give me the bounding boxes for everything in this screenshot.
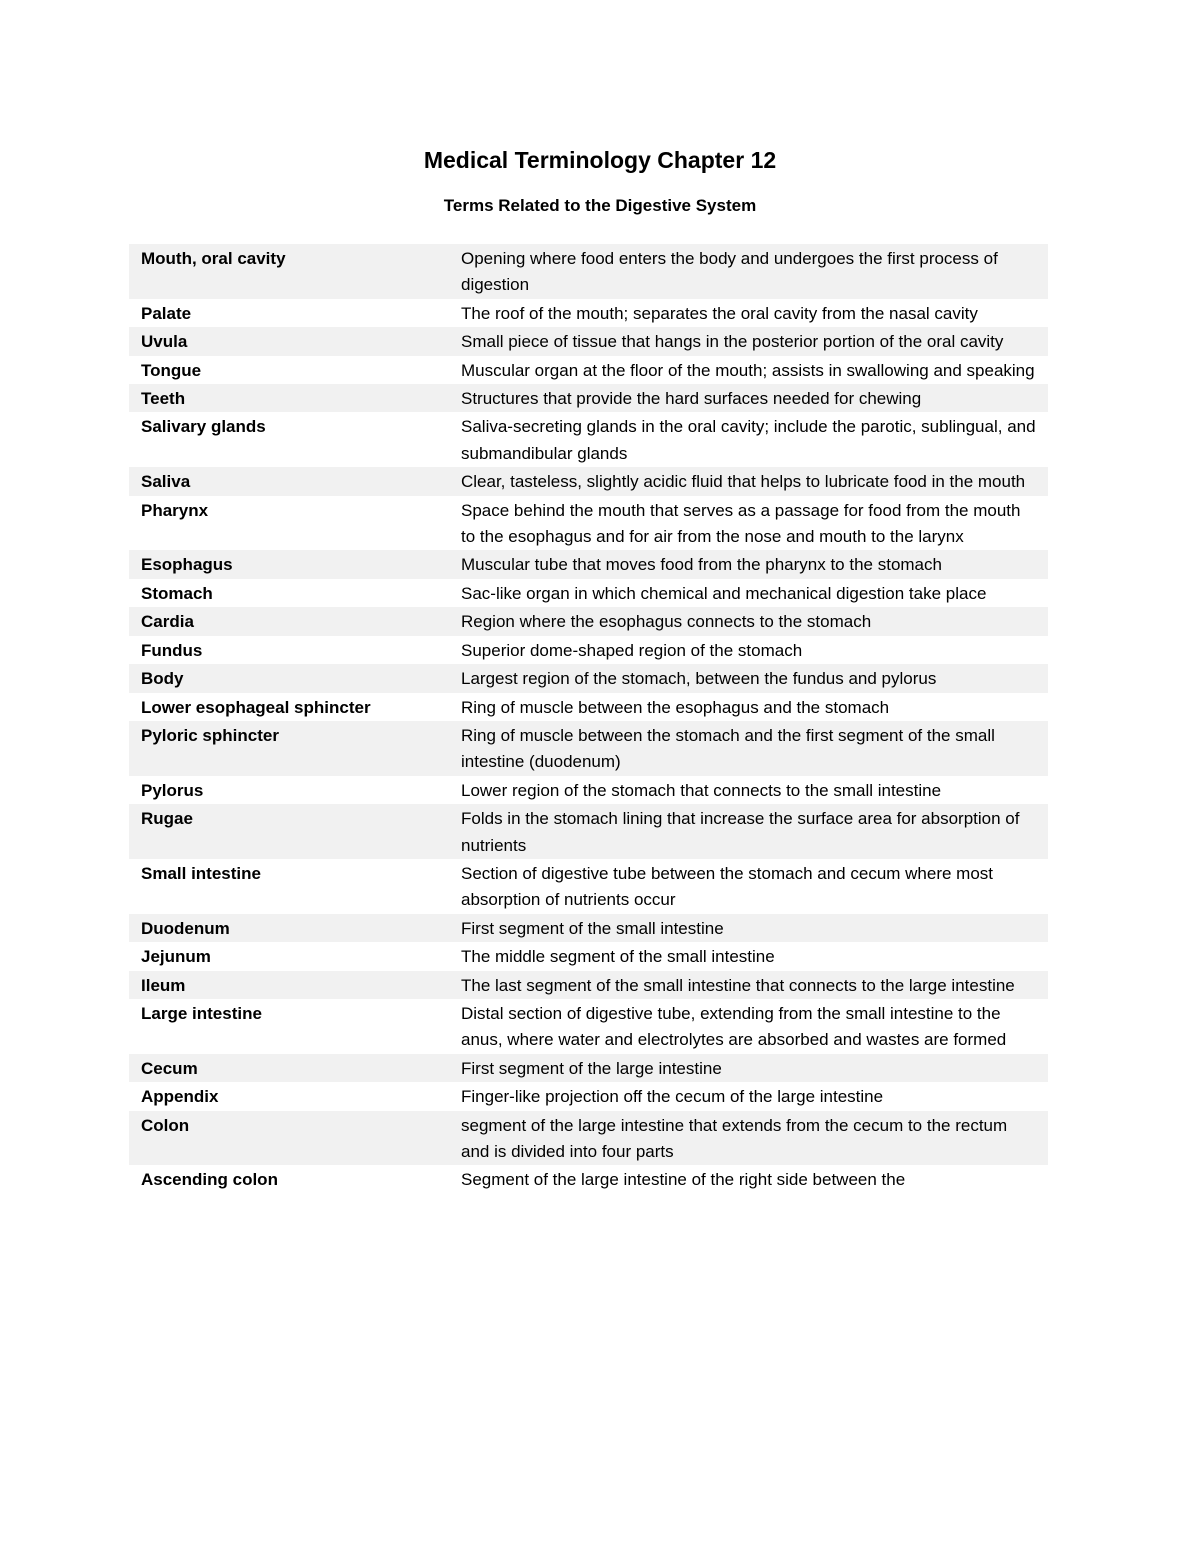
definition-cell: Saliva-secreting glands in the oral cavity; include the parotic, sublingual, and submandibular glands bbox=[461, 417, 1036, 463]
definition-cell: Muscular organ at the floor of the mouth; assists in swallowing and speaking bbox=[461, 360, 1035, 380]
definition-cell: Distal section of digestive tube, extending from the small intestine to the anus, where water and electrolytes are absorbed and wastes are formed bbox=[461, 1003, 1007, 1050]
table-row bbox=[129, 384, 1048, 412]
definition-cell: Largest region of the stomach, between the fundus and pylorus bbox=[461, 664, 1048, 692]
definition-cell: Ring of muscle between the stomach and the first segment of the small intestine (duodenum) bbox=[461, 721, 1048, 776]
definition-cell: The last segment of the small intestine that connects to the large intestine bbox=[461, 971, 1048, 999]
definition-cell: The middle segment of the small intestine bbox=[461, 947, 775, 967]
definition-cell: Clear, tasteless, slightly acidic fluid that helps to lubricate food in the mouth bbox=[461, 467, 1048, 495]
term-cell: Teeth bbox=[129, 384, 461, 412]
term-cell: Lower esophageal sphincter bbox=[141, 697, 371, 717]
term-cell: Body bbox=[129, 664, 461, 692]
document-title: Medical Terminology Chapter 12 bbox=[423, 147, 777, 173]
table-row bbox=[129, 914, 1048, 942]
definition-cell: Small piece of tissue that hangs in the posterior portion of the oral cavity bbox=[461, 327, 1048, 355]
table-row bbox=[129, 299, 1048, 327]
term-cell: Rugae bbox=[129, 804, 461, 859]
table-row bbox=[129, 1165, 1048, 1193]
table-row bbox=[129, 327, 1048, 355]
definition-cell: First segment of the large intestine bbox=[461, 1054, 1048, 1082]
term-cell: Pylorus bbox=[141, 780, 204, 800]
definition-cell: Space behind the mouth that serves as a passage for food from the mouth to the esophagus and for air from the nose and mouth to the larynx bbox=[461, 500, 1021, 547]
definition-cell: Lower region of the stomach that connects to the small intestine bbox=[461, 780, 942, 800]
definition-cell: Sac-like organ in which chemical and mechanical digestion take place bbox=[461, 583, 987, 603]
table-row bbox=[129, 999, 1048, 1054]
term-cell: Fundus bbox=[141, 640, 203, 660]
table-row bbox=[129, 607, 1048, 635]
definition-cell: Segment of the large intestine of the right side between the bbox=[461, 1170, 906, 1190]
term-cell: Saliva bbox=[129, 467, 461, 495]
definition-cell: Folds in the stomach lining that increase the surface area for absorption of nutrients bbox=[461, 804, 1048, 859]
term-cell: Cardia bbox=[129, 607, 461, 635]
table-row bbox=[129, 356, 1048, 384]
table-row bbox=[129, 971, 1048, 999]
table-row bbox=[129, 550, 1048, 578]
term-cell: Jejunum bbox=[141, 947, 211, 967]
table-row bbox=[129, 721, 1048, 776]
term-cell: Esophagus bbox=[129, 550, 461, 578]
table-row bbox=[129, 1082, 1048, 1110]
table-row bbox=[129, 1054, 1048, 1082]
definition-cell: Muscular tube that moves food from the pharynx to the stomach bbox=[461, 550, 1048, 578]
definition-cell: Section of digestive tube between the stomach and cecum where most absorption of nutrients occur bbox=[461, 863, 994, 910]
term-cell: Tongue bbox=[141, 360, 202, 380]
document-subtitle: Terms Related to the Digestive System bbox=[443, 196, 757, 215]
term-cell: Mouth, oral cavity bbox=[129, 244, 461, 299]
term-cell: Pyloric sphincter bbox=[129, 721, 461, 776]
definition-cell: Superior dome-shaped region of the stomach bbox=[461, 640, 803, 660]
term-cell: Ileum bbox=[129, 971, 461, 999]
definition-cell: Structures that provide the hard surfaces needed for chewing bbox=[461, 384, 1048, 412]
definition-cell: segment of the large intestine that extends from the cecum to the rectum and is divided into four parts bbox=[461, 1111, 1048, 1166]
table-row bbox=[129, 804, 1048, 859]
terms-table-body bbox=[129, 244, 1048, 1194]
table-row bbox=[129, 693, 1048, 721]
definition-cell: Ring of muscle between the esophagus and the stomach bbox=[461, 697, 890, 717]
table-row bbox=[129, 776, 1048, 804]
definition-cell: Opening where food enters the body and undergoes the first process of digestion bbox=[461, 244, 1048, 299]
table-row bbox=[129, 579, 1048, 607]
definition-cell: The roof of the mouth; separates the oral cavity from the nasal cavity bbox=[461, 303, 978, 323]
term-cell: Duodenum bbox=[129, 914, 461, 942]
term-cell: Uvula bbox=[129, 327, 461, 355]
table-row bbox=[129, 412, 1048, 467]
definition-cell: Region where the esophagus connects to the stomach bbox=[461, 607, 1048, 635]
term-cell: Large intestine bbox=[141, 1003, 262, 1023]
term-cell: Cecum bbox=[129, 1054, 461, 1082]
table-row bbox=[129, 496, 1048, 551]
table-row bbox=[129, 859, 1048, 914]
table-row bbox=[129, 244, 1048, 299]
definition-cell: Finger-like projection off the cecum of the large intestine bbox=[461, 1087, 884, 1107]
table-row bbox=[129, 942, 1048, 970]
terms-table bbox=[129, 244, 1048, 1194]
term-cell: Ascending colon bbox=[141, 1170, 278, 1190]
term-cell: Salivary glands bbox=[141, 417, 266, 437]
table-row bbox=[129, 1111, 1048, 1166]
term-cell: Colon bbox=[129, 1111, 461, 1166]
table-row bbox=[129, 664, 1048, 692]
term-cell: Pharynx bbox=[141, 500, 209, 520]
table-row bbox=[129, 467, 1048, 495]
term-cell: Palate bbox=[141, 303, 192, 323]
term-cell: Stomach bbox=[141, 583, 213, 603]
table-row bbox=[129, 636, 1048, 664]
term-cell: Appendix bbox=[141, 1087, 219, 1107]
definition-cell: First segment of the small intestine bbox=[461, 914, 1048, 942]
term-cell: Small intestine bbox=[141, 863, 261, 883]
